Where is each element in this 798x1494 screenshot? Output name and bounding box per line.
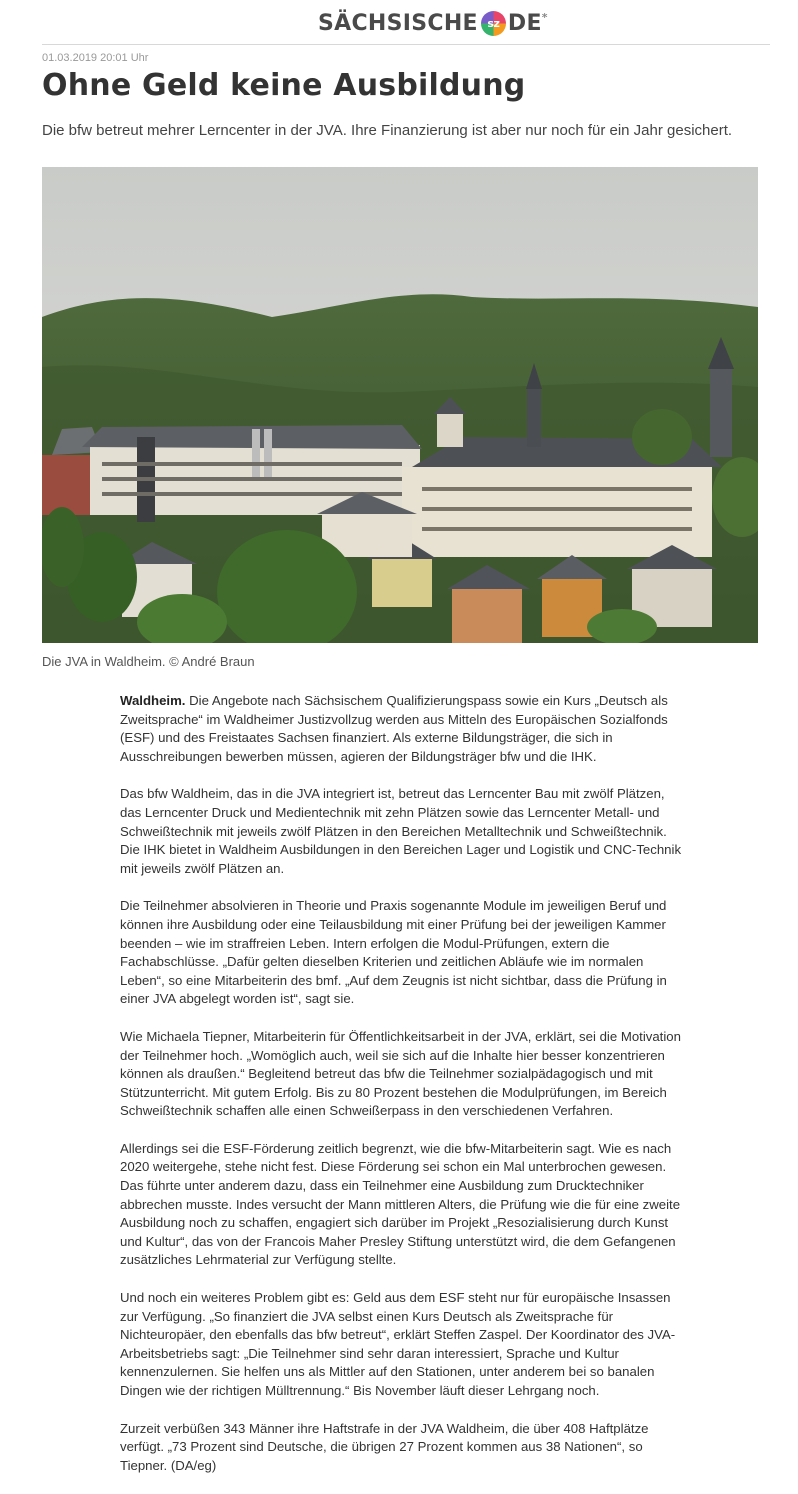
logo-wordmark-right: DE bbox=[507, 10, 542, 36]
article-title: Ohne Geld keine Ausbildung bbox=[42, 68, 526, 103]
site-header bbox=[42, 0, 770, 45]
article-lead: Die bfw betreut mehrer Lerncenter in der JVA. Ihre Finanzierung ist aber nur noch für ein Jahr gesichert. bbox=[42, 122, 733, 139]
article-paragraph: Das bfw Waldheim, das in die JVA integriert ist, betreut das Lerncenter Bau mit zwölf Plätzen, das Lerncenter Druck und Medientechnik mit zehn Plätzen sowie das Lerncenter Metall- und Schweißtechnik mit jeweils zwölf Plätzen in den Bereichen Metalltechnik und Schweißtechnik. Die IHK bietet in Waldheim Ausbildungen in den Bereichen Lager und Logistik und CNC-Technik mit jeweils zwölf Plätzen an. bbox=[120, 786, 682, 876]
dateline: Waldheim. bbox=[120, 693, 186, 708]
logo-badge-icon: sz bbox=[481, 11, 506, 36]
article-paragraph: Wie Michaela Tiepner, Mitarbeiterin für Öffentlichkeitsarbeit in der JVA, erklärt, sei die Motivation der Teilnehmer hoch. „Womöglich auch, weil sie sich auf die Inhalte hier besser konzentrieren können als draußen.“ Begleitend betreut das bfw die Teilnehmer sozialpädagogisch und mit Stützunterricht. Mit gutem Erfolg. Bis zu 80 Prozent bestehen die Modulprüfungen, im Bereich Schweißtechnik schaffen alle einen Schweißerpass in den verschiedenen Verfahren. bbox=[120, 1028, 681, 1119]
photo-caption: Die JVA in Waldheim. © André Braun bbox=[42, 654, 255, 669]
article-paragraph: Zurzeit verbüßen 343 Männer ihre Haftstrafe in der JVA Waldheim, die über 408 Haftplätze verfügt. „73 Prozent sind Deutsche, die übrigen 27 Prozent kommen aus 38 Nationen“, so Tiepner. (DA/eg) bbox=[120, 1420, 649, 1473]
article-paragraph: Die Teilnehmer absolvieren in Theorie und Praxis sogenannte Module im jeweiligen Beruf und können ihre Ausbildung oder eine Teilausbildung mit einer Prüfung bei der jeweiligen Kammer beenden – wie im straffreien Leben. Intern erfolgen die Modul-Prüfungen, extern die Fachabschlüsse. „Dafür gelten dieselben Kriterien und zeitlichen Abläufe wie im normalen Leben“, so eine Mitarbeiterin des bmf. „Auf dem Zeugnis ist nicht sichtbar, dass die Prüfung in einer JVA abgelegt worden ist“, sagt sie. bbox=[120, 898, 667, 1007]
article-body bbox=[120, 692, 685, 1494]
logo-wordmark-left: SÄCHSISCHE bbox=[318, 10, 478, 36]
article-paragraph: Waldheim. Die Angebote nach Sächsischem Qualifizierungspass sowie ein Kurs „Deutsch als Zweitsprache“ im Waldheimer Justizvollzug werden aus Mitteln des Europäischen Sozialfonds (ESF) und des Freistaates Sachsen finanziert. Als externe Bildungsträger, die sich in Ausschreibungen bewerben müssen, agieren der Bildungsträger bfw und die IHK. bbox=[120, 693, 668, 764]
article-photo bbox=[42, 167, 758, 643]
article-paragraph: Und noch ein weiteres Problem gibt es: Geld aus dem ESF steht nur für europäische Insassen zur Verfügung. „So finanziert die JVA selbst einen Kurs Deutsch als Zweitsprache für Nichteuropäer, den ebenfalls das bfw betreut“, erklärt Steffen Zaspel. Der Koordinator des JVA-Arbeitsbetriebs sagt: „Die Teilnehmer sind sehr daran interessiert, Sprache und Kultur kennenzulernen. Sie helfen uns als Mittler auf den Stationen, unter anderem bei so banalen Dingen wie der richtigen Mülltrennung.“ Bis November läuft dieser Lehrgang noch. bbox=[120, 1290, 676, 1398]
article-paragraph: Allerdings sei die ESF-Förderung zeitlich begrenzt, wie die bfw-Mitarbeiterin sagt. Wie es nach 2020 weitergehe, stehe nicht fest. Diese Förderung sei schon ein Mal unterbrochen gewesen. Das führte unter anderem dazu, dass ein Teilnehmer eine Ausbildung zum Drucktechniker abbrechen musste. Indes versucht der Mann mittleren Alters, die Prüfung wie die für eine zweite Ausbildung noch zu schaffen, engagiert sich darüber im Projekt „Resozialisierung durch Kunst und Kultur“, das von der Francois Maher Presley Stiftung unterstützt wird, die dem Gefangenen zusätzliches Lehrmaterial zur Verfügung stellte. bbox=[120, 1140, 681, 1268]
site-logo[interactable] bbox=[318, 9, 548, 37]
article-timestamp: 01.03.2019 20:01 Uhr bbox=[42, 52, 149, 64]
logo-mark: * bbox=[541, 10, 548, 24]
